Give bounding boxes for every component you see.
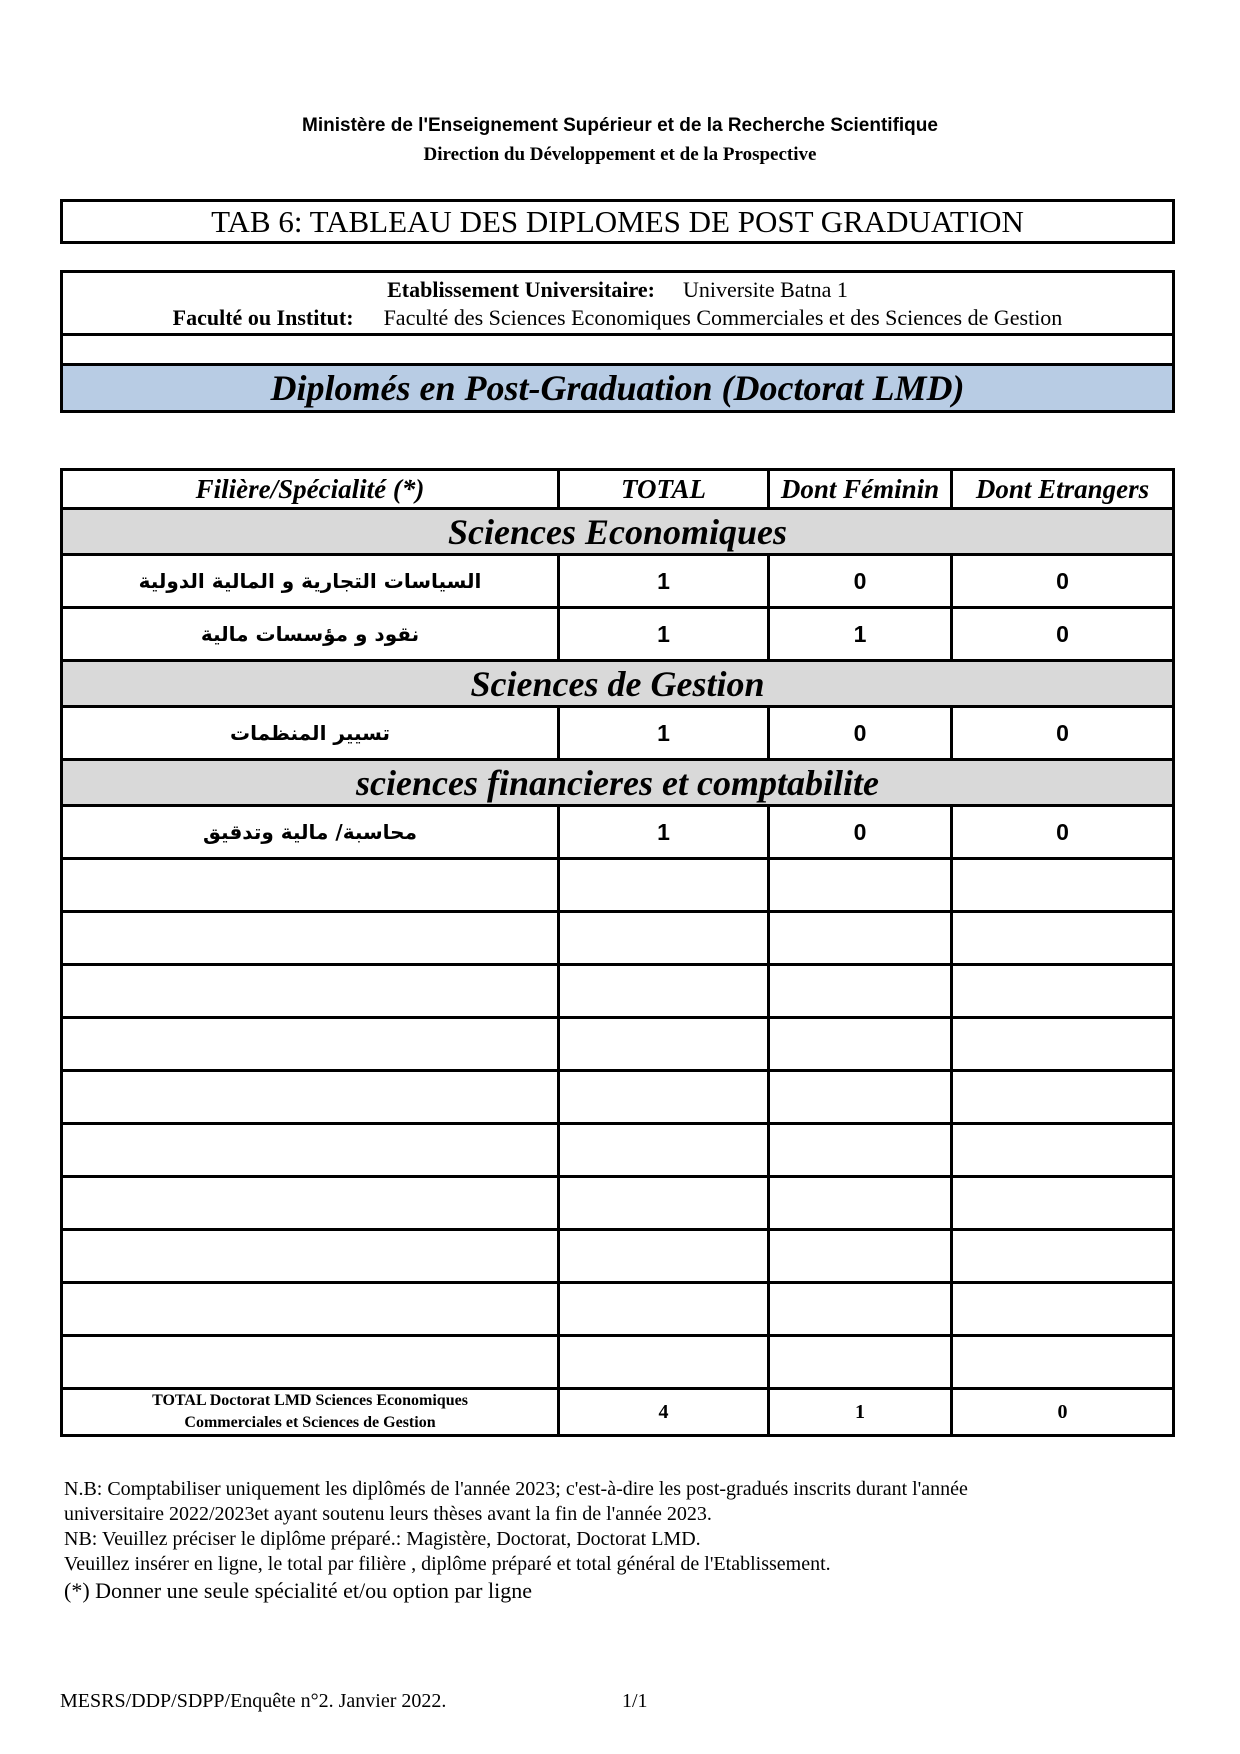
note-line: NB: Veuillez préciser le diplôme préparé.: Magistère, Doctorat, Doctorat LMD. bbox=[64, 1528, 701, 1550]
divider bbox=[63, 333, 1172, 336]
etrangers-cell: 0 bbox=[952, 608, 1174, 661]
table-title: TAB 6: TABLEAU DES DIPLOMES DE POST GRADUATION bbox=[60, 199, 1175, 244]
grand-feminin-cell: 1 bbox=[769, 1389, 952, 1436]
speciality-cell: تسيير المنظمات bbox=[62, 707, 559, 760]
column-header-feminin: Dont Féminin bbox=[769, 470, 952, 509]
table-header-row bbox=[62, 470, 1174, 509]
empty-row bbox=[62, 1177, 1174, 1230]
total-cell: 1 bbox=[559, 555, 769, 608]
page-number: 1/1 bbox=[622, 1690, 648, 1712]
direction-header: Direction du Développement et de la Prospective bbox=[423, 144, 817, 165]
etrangers-cell: 0 bbox=[952, 555, 1174, 608]
note-line: Veuillez insérer en ligne, le total par filière , diplôme préparé et total général de l'Etablissement. bbox=[64, 1553, 831, 1575]
feminin-cell: 0 bbox=[769, 555, 952, 608]
total-cell: 1 bbox=[559, 608, 769, 661]
grand-etrangers-cell: 0 bbox=[952, 1389, 1174, 1436]
section-title: Sciences de Gestion bbox=[62, 661, 1174, 707]
etrangers-cell: 0 bbox=[952, 806, 1174, 859]
etrangers-cell: 0 bbox=[952, 707, 1174, 760]
table-row bbox=[62, 707, 1174, 760]
total-label-line2: Commerciales et Sciences de Gestion bbox=[184, 1414, 436, 1431]
ministry-header: Ministère de l'Enseignement Supérieur et de la Recherche Scientifique bbox=[302, 115, 938, 136]
empty-row bbox=[62, 1230, 1174, 1283]
feminin-cell: 0 bbox=[769, 806, 952, 859]
section-row bbox=[62, 760, 1174, 806]
total-label-line1: TOTAL Doctorat LMD Sciences Economiques bbox=[152, 1392, 468, 1409]
total-cell: 1 bbox=[559, 707, 769, 760]
total-row bbox=[62, 1389, 1174, 1436]
speciality-cell: نقود و مؤسسات مالية bbox=[62, 608, 559, 661]
notes bbox=[64, 1477, 1174, 1605]
section-title: sciences financieres et comptabilite bbox=[62, 760, 1174, 806]
empty-row bbox=[62, 1124, 1174, 1177]
empty-row bbox=[62, 1336, 1174, 1389]
column-header-etrangers: Dont Etrangers bbox=[952, 470, 1174, 509]
empty-row bbox=[62, 1071, 1174, 1124]
total-label bbox=[62, 1389, 559, 1436]
total-cell: 1 bbox=[559, 806, 769, 859]
diploma-subtitle: Diplomés en Post-Graduation (Doctorat LMD) bbox=[63, 366, 1172, 410]
establishment-label: Etablissement Universitaire: bbox=[387, 277, 655, 302]
empty-row bbox=[62, 965, 1174, 1018]
speciality-cell: محاسبة/ مالية وتدقيق bbox=[62, 806, 559, 859]
note-line: universitaire 2022/2023et ayant soutenu leurs thèses avant la fin de l'année 2023. bbox=[64, 1503, 712, 1525]
faculty-line bbox=[63, 304, 1172, 331]
table-row bbox=[62, 608, 1174, 661]
faculty-label: Faculté ou Institut: bbox=[172, 305, 354, 330]
faculty-value: Faculté des Sciences Economiques Commerciales et des Sciences de Gestion bbox=[383, 305, 1063, 330]
table-row bbox=[62, 555, 1174, 608]
note-line: (*) Donner une seule spécialité et/ou option par ligne bbox=[64, 1578, 532, 1603]
feminin-cell: 0 bbox=[769, 707, 952, 760]
empty-row bbox=[62, 1283, 1174, 1336]
grand-total-cell: 4 bbox=[559, 1389, 769, 1436]
diplomas-table bbox=[60, 468, 1175, 1437]
empty-row bbox=[62, 912, 1174, 965]
feminin-cell: 1 bbox=[769, 608, 952, 661]
establishment-info-box bbox=[60, 270, 1175, 413]
speciality-cell: السياسات التجارية و المالية الدولية bbox=[62, 555, 559, 608]
establishment-line bbox=[63, 276, 1172, 303]
empty-row bbox=[62, 1018, 1174, 1071]
column-header-total: TOTAL bbox=[559, 470, 769, 509]
table-row bbox=[62, 806, 1174, 859]
section-row bbox=[62, 509, 1174, 555]
column-header-filiere: Filière/Spécialité (*) bbox=[62, 470, 559, 509]
footer-reference: MESRS/DDP/SDPP/Enquête n°2. Janvier 2022. bbox=[60, 1690, 447, 1712]
empty-row bbox=[62, 859, 1174, 912]
section-row bbox=[62, 661, 1174, 707]
section-title: Sciences Economiques bbox=[62, 509, 1174, 555]
establishment-value: Universite Batna 1 bbox=[682, 277, 848, 302]
note-line: N.B: Comptabiliser uniquement les diplômés de l'année 2023; c'est-à-dire les post-gradués inscrits durant l'année bbox=[64, 1478, 968, 1500]
